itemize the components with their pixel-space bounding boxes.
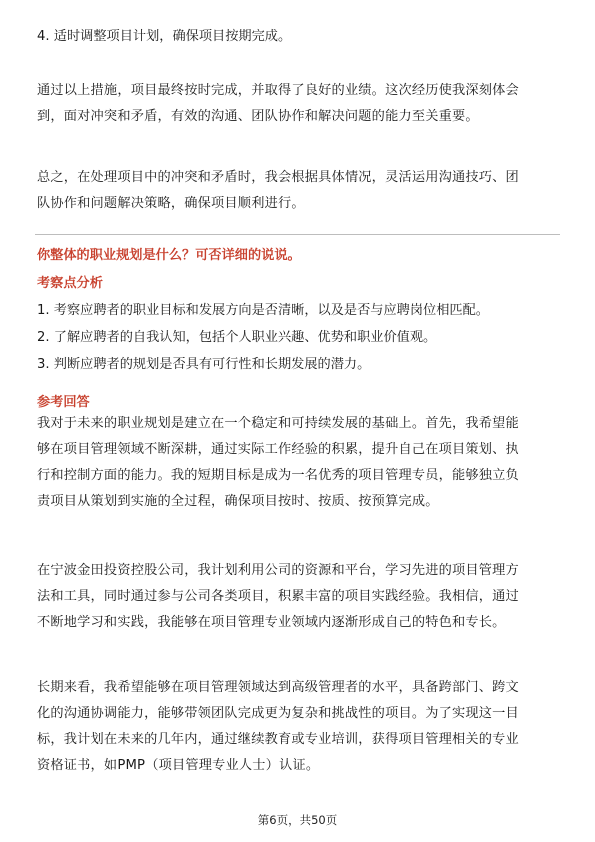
text-line: 标，我计划在未来的几年内，通过继续教育或专业培训，获得项目管理相关的专业 (37, 732, 519, 747)
analysis-item-3: 3. 判断应聘者的规划是否具有可行性和长期发展的潜力。 (37, 357, 371, 372)
text-line: 责项目从策划到实施的全过程，确保项目按时、按质、按预算完成。 (37, 494, 439, 509)
summary-paragraph-1 (37, 78, 559, 130)
page-footer: 第6页，共50页 (257, 813, 338, 827)
text-line: 不断地学习和实践，我能够在项目管理专业领域内逐渐形成自己的特色和专长。 (37, 615, 506, 630)
text-line: 总之，在处理项目中的冲突和矛盾时，我会根据具体情况，灵活运用沟通技巧、团 (37, 170, 519, 185)
text-line: 通过以上措施，项目最终按时完成，并取得了良好的业绩。这次经历使我深刻体会 (37, 83, 519, 98)
section-divider (35, 234, 560, 235)
summary-paragraph-2 (37, 165, 559, 217)
answer-paragraph-3 (37, 675, 559, 779)
analysis-item-1: 1. 考察应聘者的职业目标和发展方向是否清晰，以及是否与应聘岗位相匹配。 (37, 303, 489, 318)
answer-paragraph-2 (37, 558, 559, 636)
analysis-heading: 考察点分析 (37, 276, 103, 291)
text-line: 够在项目管理领域不断深耕，通过实际工作经验的积累，提升自己在项目策划、执 (37, 442, 519, 457)
step-item-4: 4. 适时调整项目计划，确保项目按期完成。 (37, 29, 292, 44)
question-title: 你整体的职业规划是什么？可否详细的说说。 (37, 248, 301, 263)
text-line: 长期来看，我希望能够在项目管理领域达到高级管理者的水平，具备跨部门、跨文 (37, 680, 519, 695)
text-line: 化的沟通协调能力，能够带领团队完成更为复杂和挑战性的项目。为了实现这一目 (37, 706, 519, 721)
analysis-item-2: 2. 了解应聘者的自我认知，包括个人职业兴趣、优势和职业价值观。 (37, 330, 437, 345)
text-line: 到，面对冲突和矛盾，有效的沟通、团队协作和解决问题的能力至关重要。 (37, 109, 479, 124)
answer-paragraph-1 (37, 411, 559, 515)
text-line: 我对于未来的职业规划是建立在一个稳定和可持续发展的基础上。首先，我希望能 (37, 416, 519, 431)
answer-heading: 参考回答 (37, 395, 90, 410)
text-line: 资格证书，如PMP（项目管理专业人士）认证。 (37, 758, 320, 773)
text-line: 队协作和问题解决策略，确保项目顺利进行。 (37, 196, 305, 211)
text-line: 行和控制方面的能力。我的短期目标是成为一名优秀的项目管理专员，能够独立负 (37, 468, 519, 483)
text-line: 在宁波金田投资控股公司，我计划利用公司的资源和平台，学习先进的项目管理方 (37, 563, 519, 578)
text-line: 法和工具，同时通过参与公司各类项目，积累丰富的项目实践经验。我相信，通过 (37, 589, 519, 604)
